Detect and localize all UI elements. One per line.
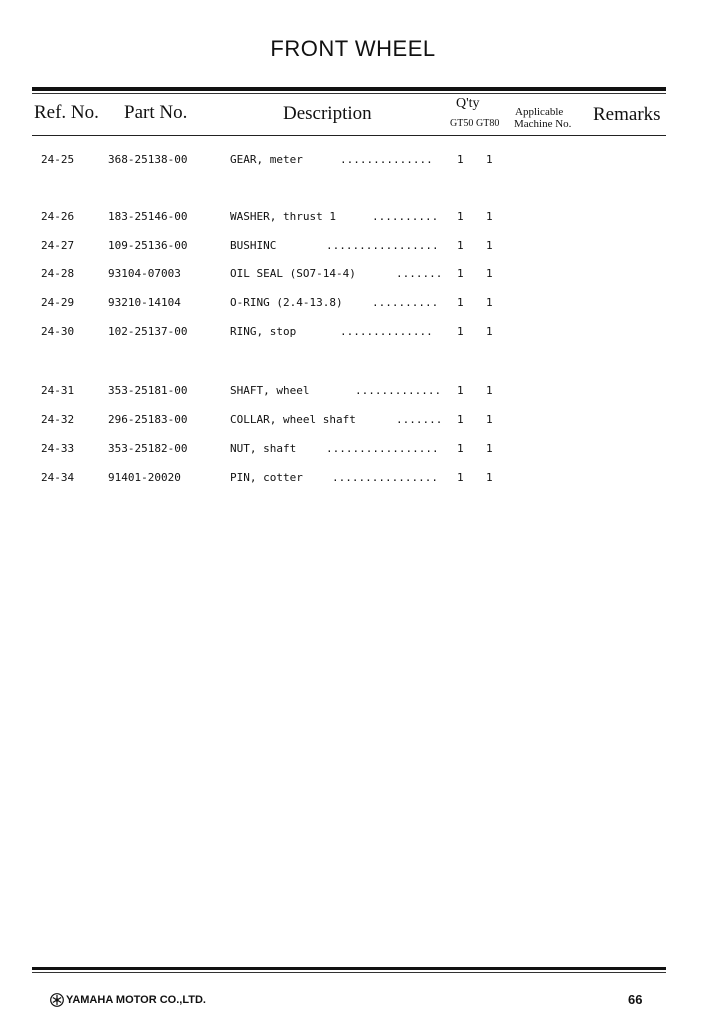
row-leader-dots: .......... [372,296,439,309]
table-row [0,296,706,316]
row-description: WASHER, thrust 1 [230,210,336,223]
row-qty-gt80: 1 [486,153,493,166]
row-qty-gt50: 1 [457,413,464,426]
row-part-no: 368-25138-00 [108,153,188,166]
row-qty-gt80: 1 [486,442,493,455]
row-qty-gt80: 1 [486,296,493,309]
row-qty-gt50: 1 [457,325,464,338]
column-header-underline [32,135,666,136]
row-qty-gt80: 1 [486,325,493,338]
column-header-ref-no: Ref. No. [34,102,99,123]
table-row [0,267,706,287]
row-ref-no: 24-32 [41,413,75,426]
row-part-no: 91401-20020 [108,471,181,484]
row-qty-gt50: 1 [457,153,464,166]
table-row [0,413,706,433]
table-row [0,442,706,462]
row-ref-no: 24-34 [41,471,75,484]
row-part-no: 183-25146-00 [108,210,188,223]
row-description: BUSHINC [230,239,277,252]
row-leader-dots: ................ [332,471,438,484]
row-ref-no: 24-29 [41,296,75,309]
row-leader-dots: ................. [326,442,439,455]
row-ref-no: 24-33 [41,442,75,455]
row-qty-gt50: 1 [457,296,464,309]
row-qty-gt50: 1 [457,471,464,484]
row-ref-no: 24-26 [41,210,75,223]
page-title: FRONT WHEEL [270,36,436,61]
row-ref-no: 24-28 [41,267,75,280]
header-rule-thin [32,93,666,94]
row-leader-dots: ....... [396,267,443,280]
column-header-description: Description [283,103,372,124]
row-qty-gt50: 1 [457,239,464,252]
column-header-part-no: Part No. [124,102,188,123]
column-header-qty-gt50: GT50 [450,118,474,129]
footer-company-name: YAMAHA MOTOR CO.,LTD. [66,994,206,1006]
row-description: RING, stop [230,325,297,338]
row-qty-gt50: 1 [457,267,464,280]
row-part-no: 109-25136-00 [108,239,188,252]
column-header-remarks: Remarks [593,104,661,125]
row-leader-dots: .............. [340,325,433,338]
row-leader-dots: ............. [355,384,442,397]
row-part-no: 353-25181-00 [108,384,188,397]
row-description: SHAFT, wheel [230,384,310,397]
column-header-qty-gt80: GT80 [476,118,500,129]
row-ref-no: 24-31 [41,384,75,397]
row-part-no: 102-25137-00 [108,325,188,338]
footer-rule-thick [32,967,666,970]
row-part-no: 353-25182-00 [108,442,188,455]
row-description: PIN, cotter [230,471,303,484]
row-qty-gt80: 1 [486,267,493,280]
row-qty-gt80: 1 [486,384,493,397]
row-ref-no: 24-27 [41,239,75,252]
table-row [0,384,706,404]
table-row [0,471,706,491]
table-row [0,239,706,259]
row-part-no: 93210-14104 [108,296,181,309]
row-qty-gt50: 1 [457,210,464,223]
footer-rule-thin [32,972,666,973]
table-row [0,153,706,173]
row-part-no: 93104-07003 [108,267,181,280]
row-qty-gt80: 1 [486,413,493,426]
row-description: O-RING (2.4-13.8) [230,296,343,309]
header-rule-thick [32,87,666,91]
table-row [0,325,706,345]
row-leader-dots: ....... [396,413,443,426]
row-description: OIL SEAL (SO7-14-4) [230,267,356,280]
row-ref-no: 24-25 [41,153,75,166]
column-header-machine-no: Machine No. [514,118,572,130]
row-leader-dots: .......... [372,210,439,223]
row-description: COLLAR, wheel shaft [230,413,356,426]
row-qty-gt80: 1 [486,210,493,223]
row-qty-gt50: 1 [457,384,464,397]
column-header-qty: Q'ty [456,96,480,111]
row-qty-gt80: 1 [486,471,493,484]
page-number: 66 [628,992,643,1007]
row-qty-gt80: 1 [486,239,493,252]
column-header-applicable: Applicable [515,106,564,118]
table-row [0,210,706,230]
row-part-no: 296-25183-00 [108,413,188,426]
yamaha-logo-icon [50,993,64,1007]
row-description: NUT, shaft [230,442,297,455]
row-ref-no: 24-30 [41,325,75,338]
row-qty-gt50: 1 [457,442,464,455]
row-description: GEAR, meter [230,153,303,166]
row-leader-dots: .............. [340,153,433,166]
row-leader-dots: ................. [326,239,439,252]
